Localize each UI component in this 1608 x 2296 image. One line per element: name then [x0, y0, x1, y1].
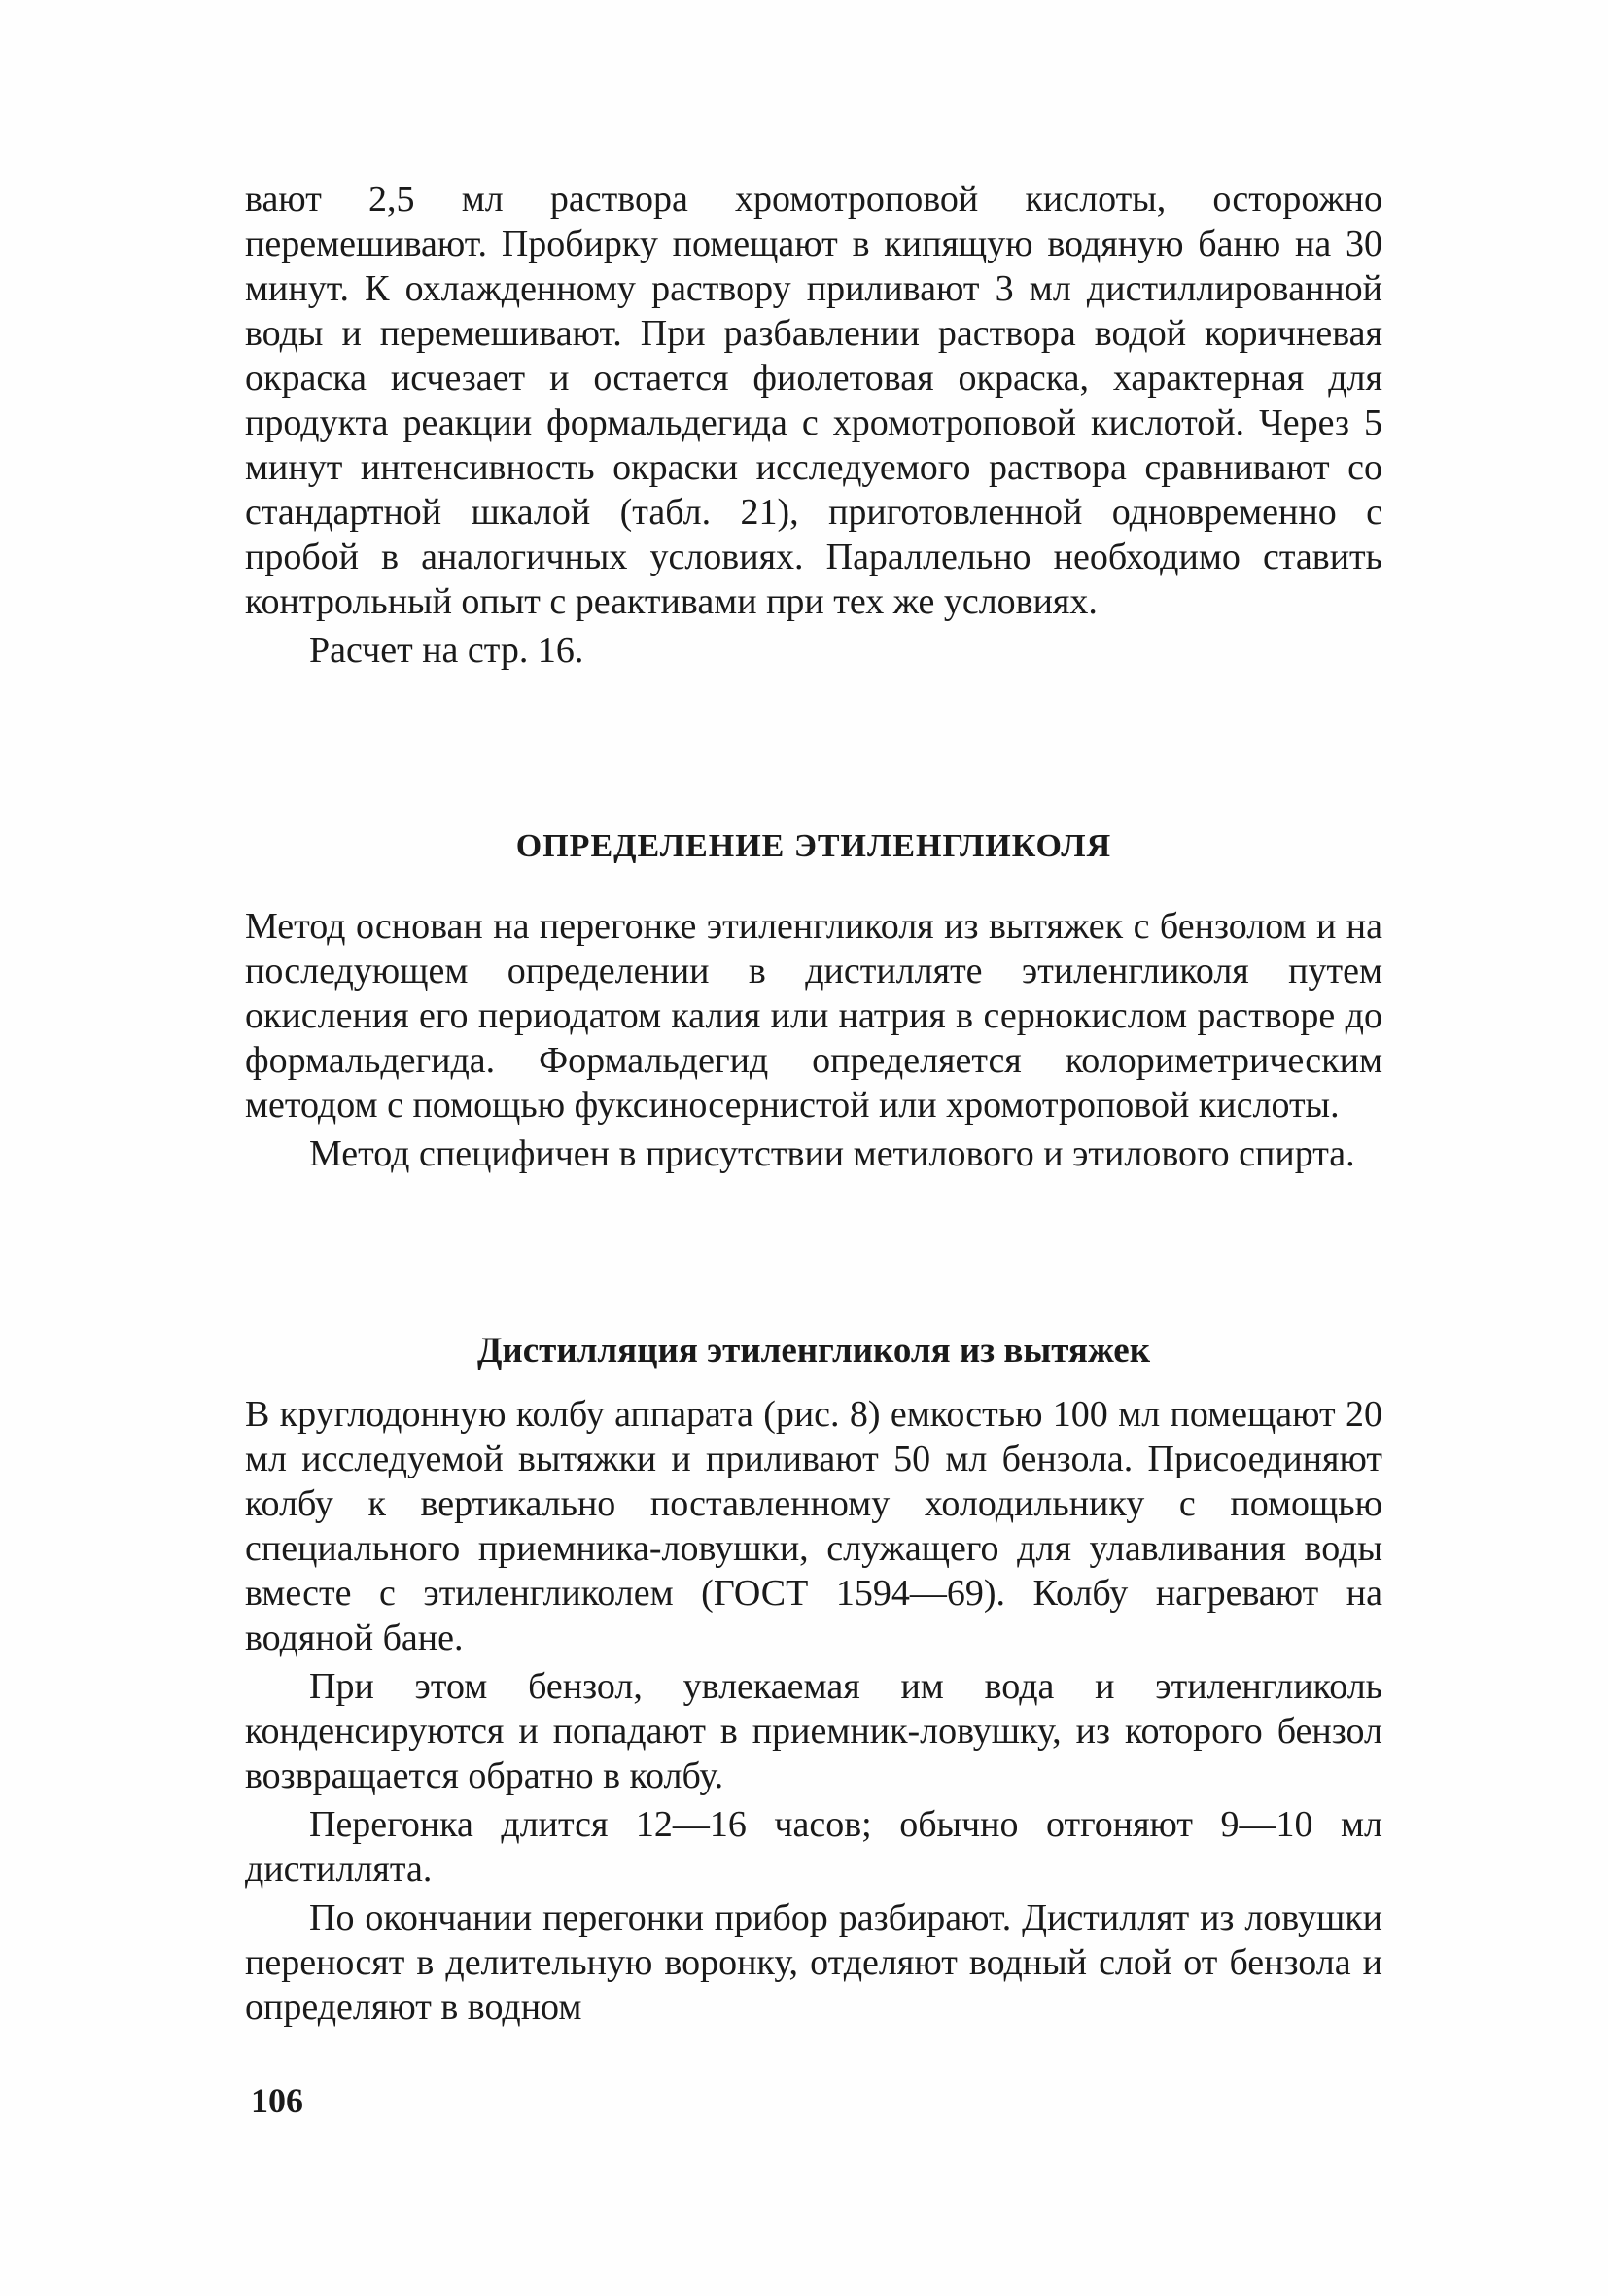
paragraph-distillation-setup: В круглодонную колбу аппарата (рис. 8) емкостью 100 мл помещают 20 мл исследуемой вытяжки и приливают 50 мл бензола. Присоединяют колбу к вертикально поставленному холодильнику с помощью специального приемника-ловушки, служащего для улавливания воды вместе с этиленгликолем (ГОСТ 1594—69). Колбу нагревают на водяной бане. [245, 1394, 1382, 1658]
paragraph-separation: По окончании перегонки прибор разбирают. Дистиллят из ловушки переносят в делительную воронку, отделяют водный слой от бензола и определяют в водном [245, 1897, 1382, 2028]
paragraph-condensation: При этом бензол, увлекаемая им вода и этиленгликоль конденсируются и попадают в приемник-ловушку, из которого бензол возвращается обратно в колбу. [245, 1666, 1382, 1796]
section-continuation [245, 177, 1382, 673]
subsection-heading: Дистилляция этиленгликоля из вытяжек [476, 1331, 1151, 1371]
paragraph-method-principle: Метод основан на перегонке этиленгликоля из вытяжек с бензолом и на последующем определении в дистилляте этиленгликоля путем окисления его периодатом калия или натрия в сернокислом растворе до формальдегида. Формальдегид определяется колориметрическим методом с помощью фуксиносернистой или хромотроповой кислоты. [245, 906, 1382, 1126]
paragraph-method-specificity: Метод специфичен в присутствии метилового и этилового спирта. [309, 1133, 1355, 1174]
paragraph-duration: Перегонка длится 12—16 часов; обычно отгоняют 9—10 мл дистиллята. [245, 1804, 1382, 1890]
section-heading: ОПРЕДЕЛЕНИЕ ЭТИЛЕНГЛИКОЛЯ [515, 828, 1112, 864]
page-number: 106 [251, 2081, 303, 2120]
section-distillation [245, 1392, 1382, 2030]
paragraph-calculation-reference: Расчет на стр. 16. [309, 630, 584, 671]
section-method [245, 904, 1382, 1176]
paragraph-continuation: вают 2,5 мл раствора хромотроповой кислоты, осторожно перемешивают. Пробирку помещают в кипящую водяную баню на 30 минут. К охлажденному раствору приливают 3 мл дистиллированной воды и перемешивают. При разбавлении раствора водой коричневая окраска исчезает и остается фиолетовая окраска, характерная для продукта реакции формальдегида с хромотроповой кислотой. Через 5 минут интенсивность окраски исследуемого раствора сравнивают со стандартной шкалой (табл. 21), приготовленной одновременно с пробой в аналогичных условиях. Параллельно необходимо ставить контрольный опыт с реактивами при тех же условиях. [245, 179, 1382, 622]
